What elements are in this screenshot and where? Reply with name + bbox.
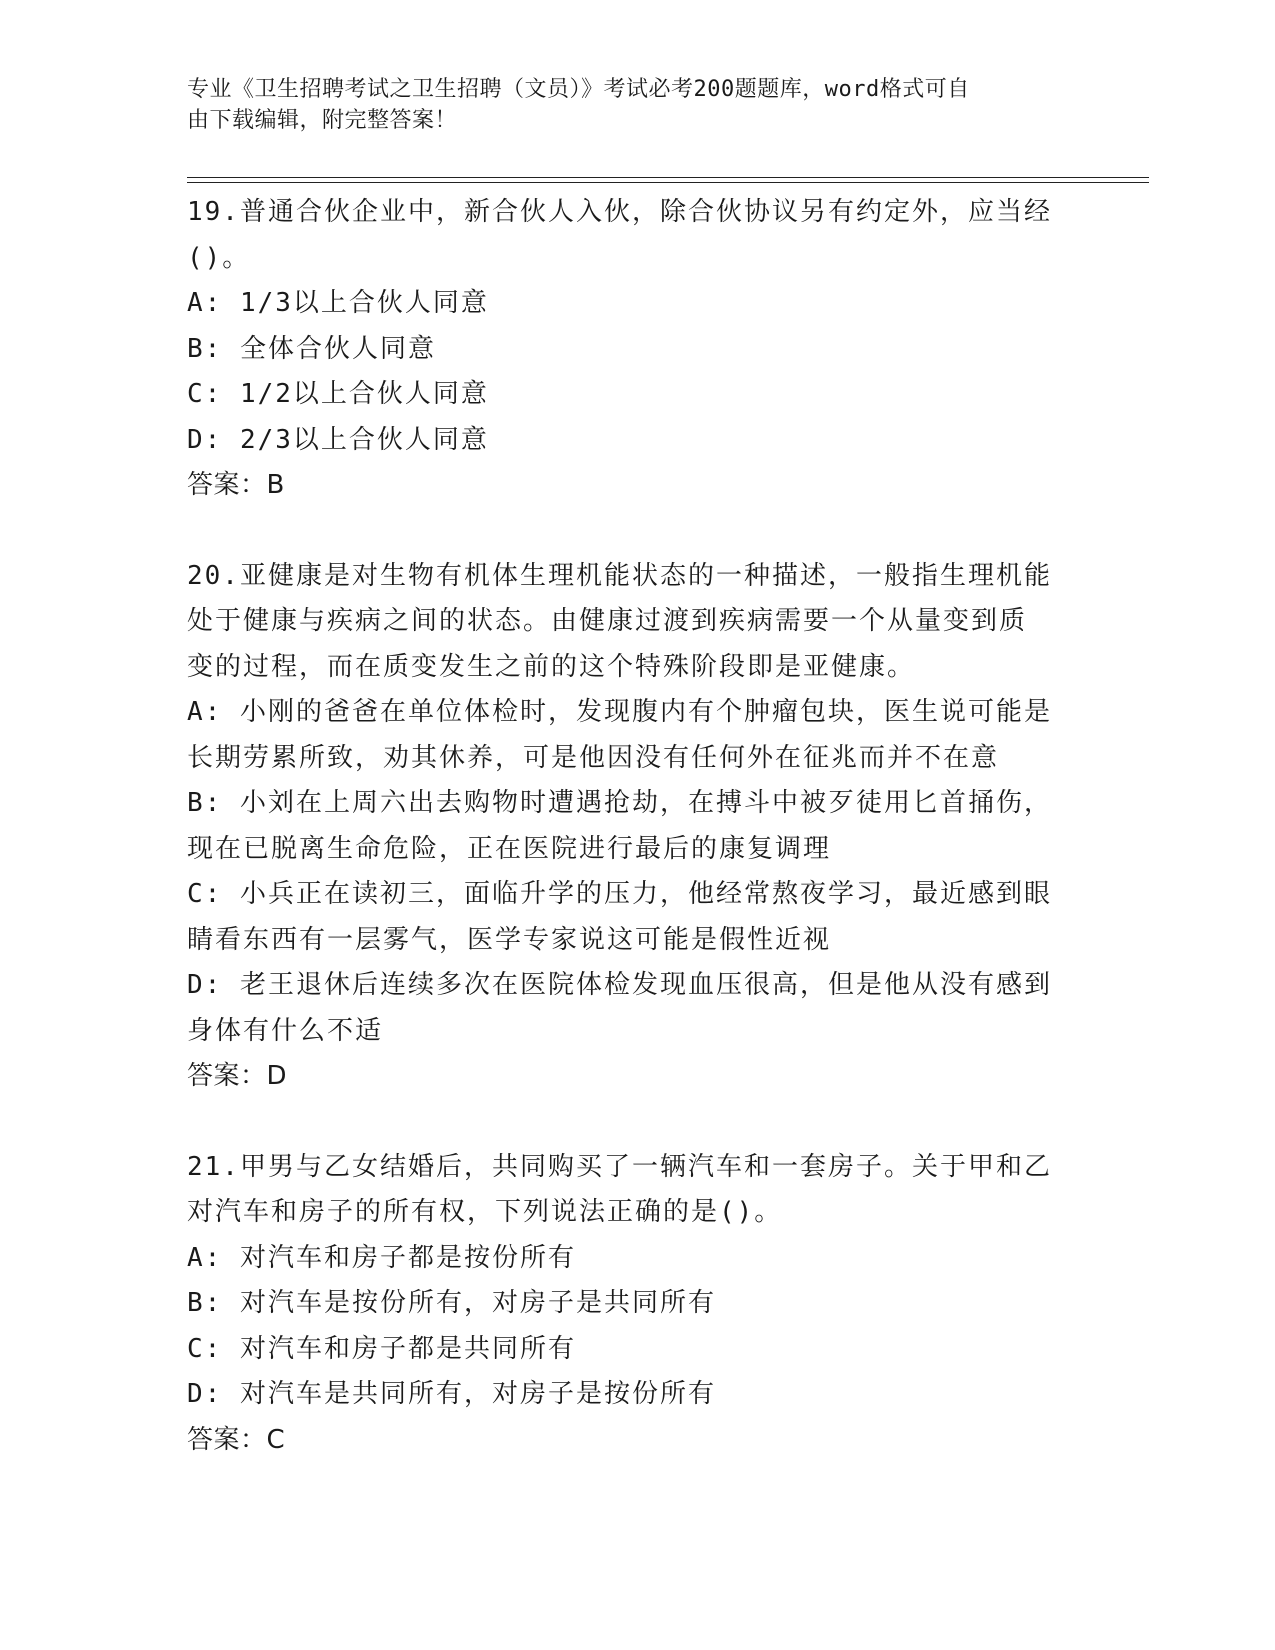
question-19 (187, 190, 1087, 509)
question-stem-line: 对汽车和房子的所有权，下列说法正确的是()。 (187, 1197, 783, 1227)
question-option-line: C: 1/2以上合伙人同意 (187, 379, 489, 409)
question-list (187, 190, 1087, 1463)
question-option (187, 418, 1087, 464)
question-option-line: A: 1/3以上合伙人同意 (187, 288, 489, 318)
header-divider-top (187, 177, 1149, 178)
question-option (187, 1372, 1087, 1418)
question-option-line: D: 对汽车是共同所有，对房子是按份所有 (187, 1379, 716, 1409)
question-stem (187, 554, 1087, 691)
header-divider-bottom (187, 182, 1149, 183)
question-option-line: B: 小刘在上周六出去购物时遭遇抢劫，在搏斗中被歹徒用匕首捅伤， (187, 788, 1052, 818)
question-option-line: C: 对汽车和房子都是共同所有 (187, 1333, 576, 1364)
question-option-line: D: 2/3以上合伙人同意 (187, 424, 489, 455)
question-option-line: 长期劳累所致，劝其休养，可是他因没有任何外在征兆而并不在意 (187, 742, 1000, 773)
question-answer: 答案：D (187, 1061, 288, 1091)
question-option (187, 327, 1087, 373)
question-option (187, 372, 1087, 418)
question-option-line: A: 对汽车和房子都是按份所有 (187, 1242, 576, 1273)
question-stem (187, 190, 1087, 281)
question-option-line: 睛看东西有一层雾气，医学专家说这可能是假性近视 (187, 924, 832, 955)
question-option (187, 690, 1087, 781)
question-option (187, 1281, 1087, 1327)
question-spacer (187, 1100, 1087, 1145)
question-stem-line: 处于健康与疾病之间的状态。由健康过渡到疾病需要一个从量变到质 (187, 606, 1028, 636)
question-20 (187, 554, 1087, 1100)
question-stem (187, 1145, 1087, 1236)
document-header (187, 74, 1067, 136)
question-option (187, 1236, 1087, 1282)
header-line-1: 专业《卫生招聘考试之卫生招聘（文员）》考试必考200题题库，word格式可自 (187, 77, 970, 102)
question-option-line: A: 小刚的爸爸在单位体检时，发现腹内有个肿瘤包块，医生说可能是 (187, 697, 1052, 727)
question-option (187, 963, 1087, 1054)
question-stem-line: 20.亚健康是对生物有机体生理机能状态的一种描述，一般指生理机能 (187, 560, 1052, 591)
question-option (187, 872, 1087, 963)
question-21 (187, 1145, 1087, 1464)
question-option-line: D: 老王退休后连续多次在医院体检发现血压很高，但是他从没有感到 (187, 970, 1052, 1000)
question-option-line: 身体有什么不适 (187, 1015, 384, 1046)
question-answer: 答案：B (187, 470, 285, 500)
question-option-line: 现在已脱离生命危险，正在医院进行最后的康复调理 (187, 833, 832, 864)
question-spacer (187, 509, 1087, 554)
question-option (187, 1327, 1087, 1373)
question-stem-line: 21.甲男与乙女结婚后，共同购买了一辆汽车和一套房子。关于甲和乙 (187, 1151, 1052, 1182)
question-stem-line: 变的过程，而在质变发生之前的这个特殊阶段即是亚健康。 (187, 651, 916, 682)
question-stem-line: 19.普通合伙企业中，新合伙人入伙，除合伙协议另有约定外，应当经 (187, 197, 1052, 227)
question-option-line: B: 对汽车是按份所有，对房子是共同所有 (187, 1288, 716, 1318)
question-option-line: C: 小兵正在读初三，面临升学的压力，他经常熬夜学习，最近感到眼 (187, 879, 1052, 909)
header-line-2: 由下载编辑，附完整答案！ (187, 108, 458, 133)
question-option-line: B: 全体合伙人同意 (187, 333, 436, 364)
question-answer: 答案：C (187, 1424, 286, 1455)
question-stem-line: ()。 (187, 242, 251, 273)
question-option (187, 281, 1087, 327)
question-option (187, 781, 1087, 872)
